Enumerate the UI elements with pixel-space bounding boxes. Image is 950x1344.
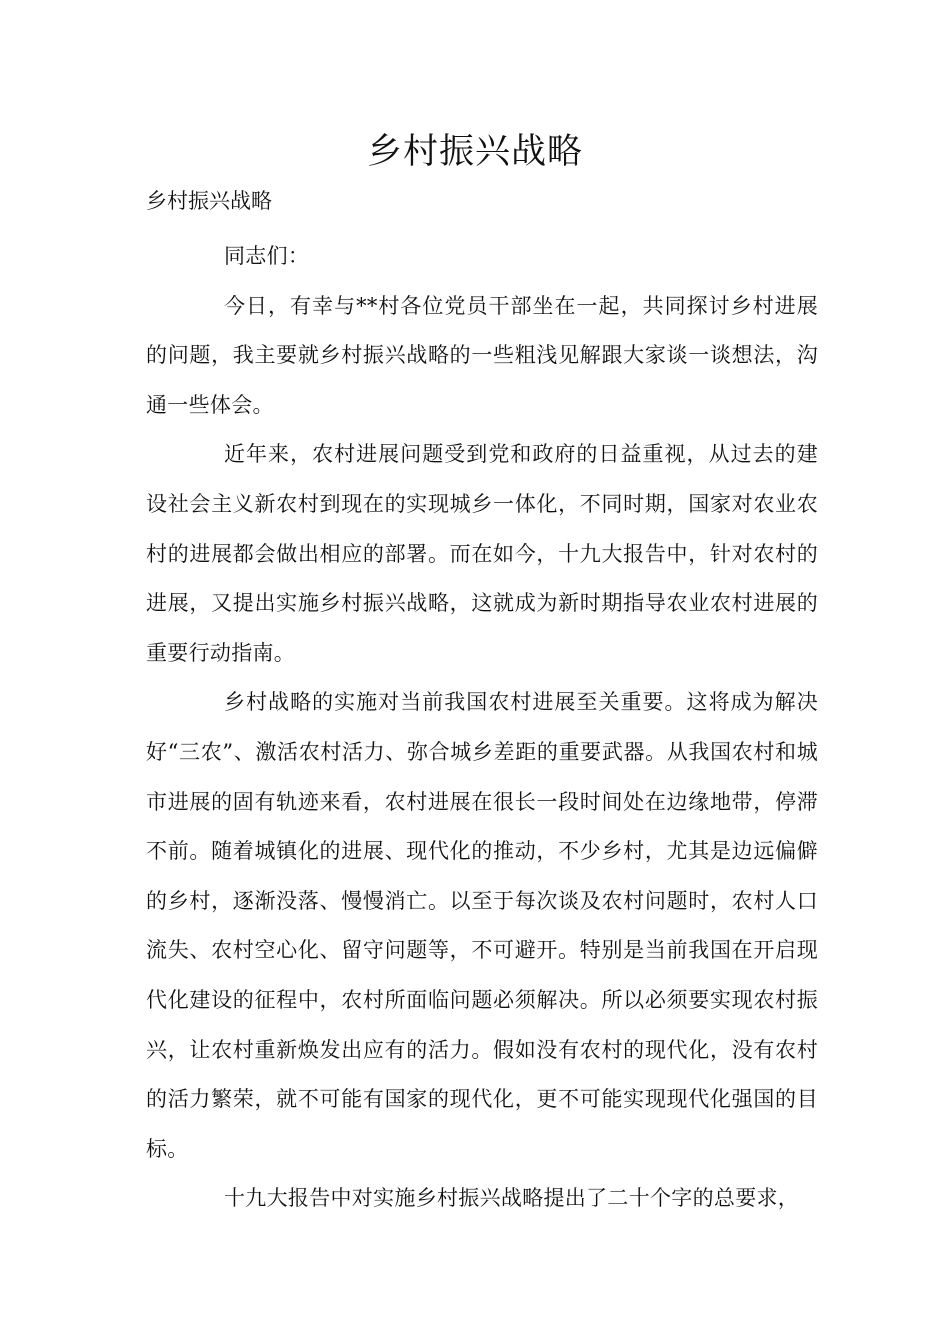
paragraph-background: 近年来，农村进展问题受到党和政府的日益重视，从过去的建设社会主义新农村到现在的实现城乡一体化，不同时期，国家对农业农村的进展都会做出相应的部署。而在如今，十九大报告中，针对农村的进展，又提出实施乡村振兴战略，这就成为新时期指导农业农村进展的重要行动指南。: [146, 442, 818, 665]
document-subtitle: 乡村振兴战略: [146, 189, 272, 213]
paragraph-importance: 乡村战略的实施对当前我国农村进展至关重要。这将成为解决好“三农”、激活农村活力、弥合城乡差距的重要武器。从我国农村和城市进展的固有轨迹来看，农村进展在很长一段时间处在边缘地带，停滞不前。随着城镇化的进展、现代化的推动，不少乡村，尤其是边远偏僻的乡村，逐渐没落、慢慢消亡。以至于每次谈及农村问题时，农村人口流失、农村空心化、留守问题等，不可避开。特别是当前我国在开启现代化建设的征程中，农村所面临问题必须解决。所以必须要实现农村振兴，让农村重新焕发出应有的活力。假如没有农村的现代化，没有农村的活力繁荣，就不可能有国家的现代化，更不可能实现现代化强国的目标。: [146, 690, 818, 1161]
paragraph-opening: 今日，有幸与**村各位党员干部坐在一起，共同探讨乡村进展的问题，我主要就乡村振兴战略的一些粗浅见解跟大家谈一谈想法，沟通一些体会。: [146, 293, 818, 417]
paragraph-salutation: 同志们：: [224, 244, 310, 268]
document-body: [146, 232, 818, 1224]
document-title: 乡村振兴战略: [366, 132, 583, 172]
paragraph-requirements: 十九大报告中对实施乡村振兴战略提出了二十个字的总要求，: [224, 1186, 800, 1211]
